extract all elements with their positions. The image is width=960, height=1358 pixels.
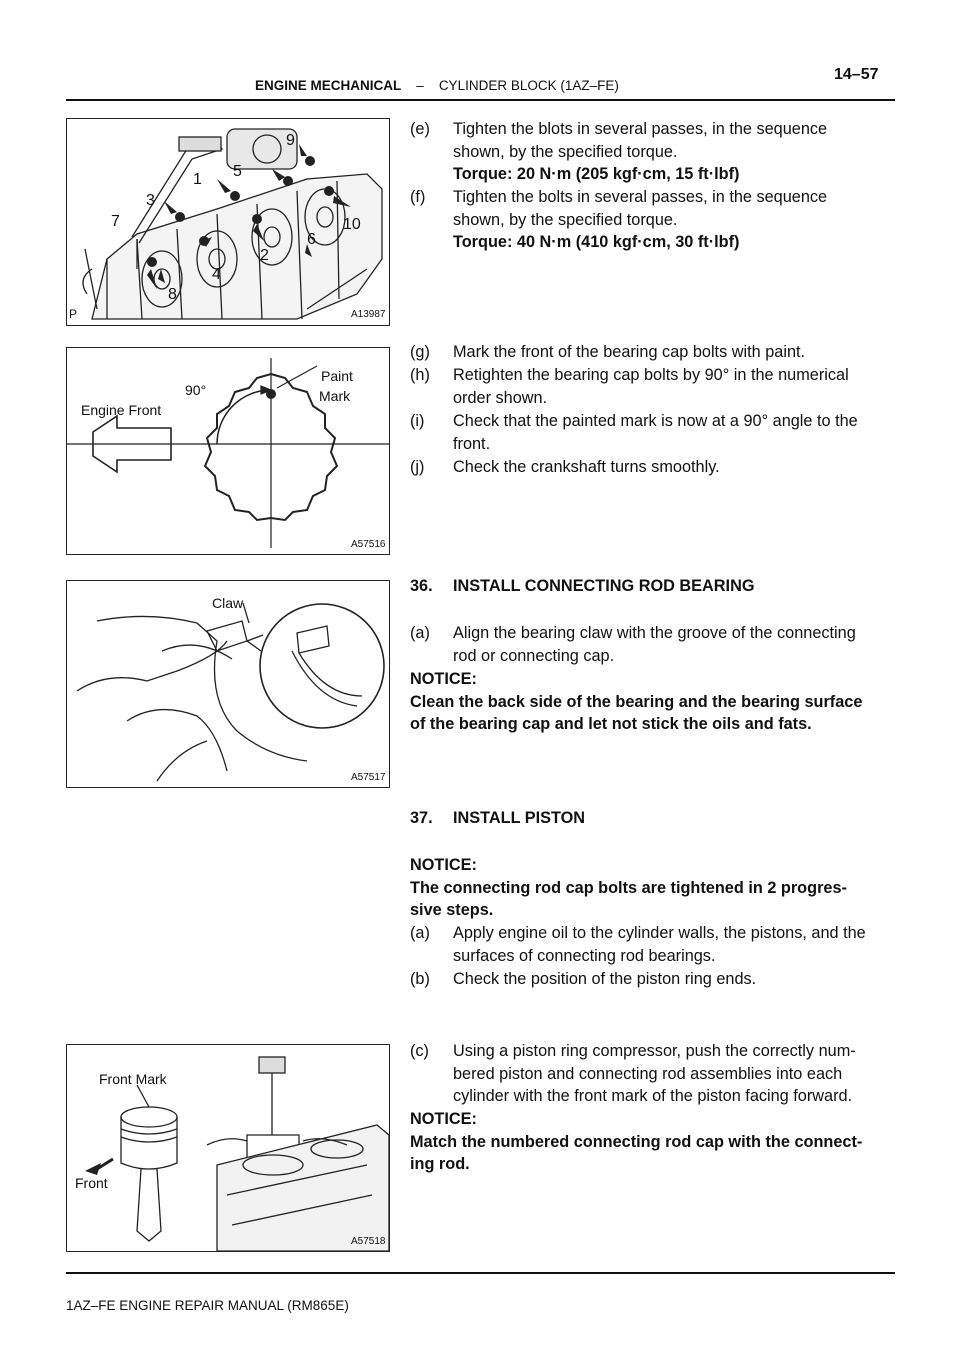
notice-37-match xyxy=(410,1108,896,1176)
step-text: shown, by the specified torque. xyxy=(453,142,678,161)
footer-rule xyxy=(66,1272,895,1274)
header-subsection: CYLINDER BLOCK (1AZ–FE) xyxy=(438,78,619,93)
step-text: Retighten the bearing cap bolts by 90° in the numerical xyxy=(453,366,849,384)
step-key: (j) xyxy=(410,458,425,476)
figure-piston-install xyxy=(66,1044,390,1252)
figure-bolt-sequence xyxy=(66,118,390,326)
step-text: Check the position of the piston ring ends. xyxy=(453,970,757,988)
notice-text: of the bearing cap and let not stick the oils and fats. xyxy=(410,715,812,734)
running-header xyxy=(255,78,619,93)
step-key: (a) xyxy=(410,924,430,942)
step-text: Align the bearing claw with the groove of the connecting xyxy=(453,624,856,642)
front-label: Front xyxy=(75,1175,108,1191)
step-text: Apply engine oil to the cylinder walls, the pistons, and the xyxy=(453,924,866,942)
step-key: (g) xyxy=(410,343,430,361)
footer-text: 1AZ–FE ENGINE REPAIR MANUAL (RM865E) xyxy=(66,1298,349,1313)
step-text: Tighten the bolts in several passes, in the sequence xyxy=(453,188,828,206)
figure-corner-mark: P xyxy=(69,307,78,321)
step-text: rod or connecting cap. xyxy=(453,646,615,665)
notice-text: sive steps. xyxy=(410,901,494,920)
notice-text: Match the numbered connecting rod cap with the connect- xyxy=(410,1132,863,1151)
step-key: (c) xyxy=(410,1042,429,1060)
section-title: INSTALL CONNECTING ROD BEARING xyxy=(453,577,755,595)
bearing-claw-illustration xyxy=(67,581,389,787)
notice-label: NOTICE: xyxy=(410,1110,477,1128)
seq-number-6: 6 xyxy=(307,231,316,248)
seq-number-2: 2 xyxy=(260,247,269,264)
step-h xyxy=(410,364,896,409)
notice-text: The connecting rod cap bolts are tightened in 2 progres- xyxy=(410,878,847,897)
step-36-a xyxy=(410,622,896,667)
figure-code: A13987 xyxy=(351,309,386,320)
notice-text: ing rod. xyxy=(410,1155,470,1174)
step-text: surfaces of connecting rod bearings. xyxy=(453,946,716,965)
notice-label: NOTICE: xyxy=(410,856,477,874)
section-title: INSTALL PISTON xyxy=(453,809,586,827)
step-37-b xyxy=(410,968,896,991)
step-text: cylinder with the front mark of the piston facing forward. xyxy=(453,1087,853,1106)
torque-spec: Torque: 20 N·m (205 kgf·cm, 15 ft·lbf) xyxy=(453,165,740,184)
seq-number-3: 3 xyxy=(146,192,155,209)
figure-code: A57516 xyxy=(351,539,386,550)
step-text: front. xyxy=(453,434,491,453)
step-f xyxy=(410,186,896,254)
seq-number-9: 9 xyxy=(286,132,295,149)
section-36-heading xyxy=(410,577,755,596)
step-i xyxy=(410,410,896,455)
step-text: Using a piston ring compressor, push the correctly num- xyxy=(453,1042,856,1060)
seq-number-1: 1 xyxy=(193,171,202,188)
figure-code: A57518 xyxy=(351,1236,386,1247)
step-text: Mark the front of the bearing cap bolts with paint. xyxy=(453,343,806,361)
seq-number-10: 10 xyxy=(343,216,361,233)
step-text: shown, by the specified torque. xyxy=(453,210,678,229)
engine-front-label: Engine Front xyxy=(81,402,162,418)
step-text: order shown. xyxy=(453,388,548,407)
header-section: ENGINE MECHANICAL xyxy=(255,78,402,93)
header-separator: – xyxy=(416,78,424,93)
section-number: 37. xyxy=(410,809,433,827)
seq-number-8: 8 xyxy=(168,286,177,303)
angle-label: 90° xyxy=(185,382,207,398)
step-key: (i) xyxy=(410,412,425,430)
section-number: 36. xyxy=(410,577,433,595)
header-rule xyxy=(66,99,895,101)
notice-label: NOTICE: xyxy=(410,670,477,688)
step-37-a xyxy=(410,922,896,967)
figure-paint-mark xyxy=(66,347,390,555)
seq-number-4: 4 xyxy=(212,266,221,283)
figure-code: A57517 xyxy=(351,772,386,783)
seq-number-7: 7 xyxy=(111,213,120,230)
claw-label: Claw xyxy=(212,595,244,611)
step-text: Check the crankshaft turns smoothly. xyxy=(453,458,720,476)
step-key: (e) xyxy=(410,120,430,138)
step-text: Tighten the blots in several passes, in the sequence xyxy=(453,120,828,138)
step-e xyxy=(410,118,896,186)
step-key: (b) xyxy=(410,970,430,988)
notice-text: Clean the back side of the bearing and the bearing surface xyxy=(410,692,863,711)
step-37-c xyxy=(410,1040,896,1108)
paint-dot xyxy=(266,389,276,399)
section-37-heading xyxy=(410,809,585,828)
notice-37 xyxy=(410,854,896,922)
page-number: 14–57 xyxy=(834,66,879,83)
notice-36 xyxy=(410,668,896,736)
torque-spec: Torque: 40 N·m (410 kgf·cm, 30 ft·lbf) xyxy=(453,233,740,252)
seq-number-5: 5 xyxy=(233,163,242,180)
front-mark-label: Front Mark xyxy=(99,1071,167,1087)
step-key: (f) xyxy=(410,188,426,206)
paint-mark-label-1: Paint xyxy=(321,368,353,384)
step-key: (h) xyxy=(410,366,430,384)
step-g xyxy=(410,341,896,364)
step-key: (a) xyxy=(410,624,430,642)
figure-bearing-claw xyxy=(66,580,390,788)
paint-mark-label-2: Mark xyxy=(319,388,351,404)
step-j xyxy=(410,456,896,479)
step-text: bered piston and connecting rod assemblies into each xyxy=(453,1064,843,1083)
step-text: Check that the painted mark is now at a 90° angle to the xyxy=(453,412,858,430)
